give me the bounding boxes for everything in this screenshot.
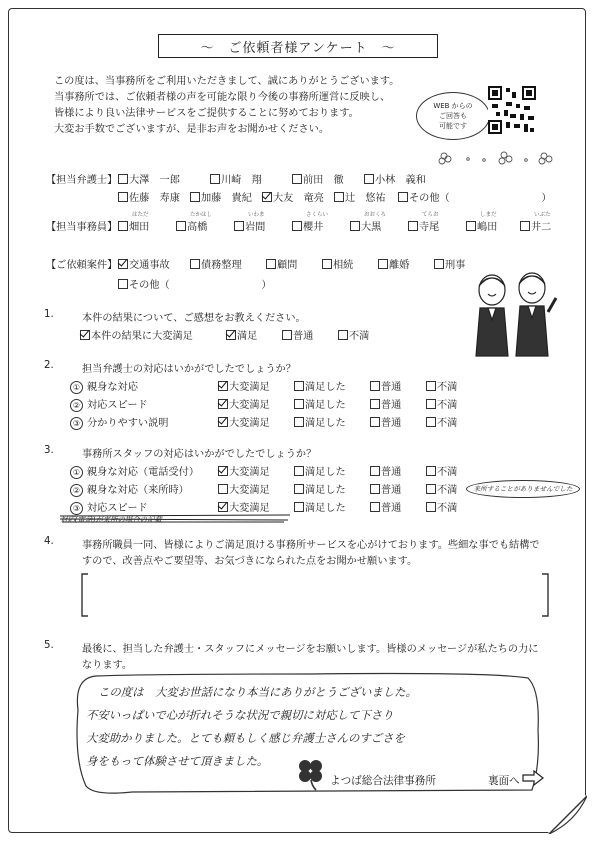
checkbox[interactable]: [426, 417, 436, 427]
checkbox-checked[interactable]: [218, 466, 228, 476]
checkbox[interactable]: [408, 221, 418, 231]
row-number: ②: [70, 484, 83, 497]
q3-option[interactable]: 満足した: [294, 481, 346, 496]
row-number: ③: [70, 417, 83, 430]
checkbox[interactable]: [294, 399, 304, 409]
lawyer-option-other[interactable]: その他（ ）: [398, 189, 552, 204]
q2-row-label: ③ 分かりやすい説明: [70, 414, 169, 430]
intro-line-4: 大変お手数でございますが、是非お声をお聞かせください。: [54, 124, 330, 135]
staff-label: 【担当事務員】: [46, 222, 118, 233]
q4-number: 4.: [44, 536, 54, 547]
q3-option[interactable]: 大変満足: [218, 481, 270, 496]
q2-number: 2.: [44, 360, 54, 371]
checkbox-checked[interactable]: [118, 259, 128, 269]
lawyer-option[interactable]: 小林 義和: [364, 171, 426, 186]
q1-option-normal[interactable]: 普通: [282, 327, 313, 342]
staff-option[interactable]: 大黒: [350, 218, 381, 233]
row-number: ①: [70, 381, 83, 394]
q1-option-satisfied[interactable]: 満足: [226, 327, 257, 342]
q3-option[interactable]: 満足した: [294, 463, 346, 478]
q3-option[interactable]: 大変満足: [218, 499, 270, 514]
checkbox[interactable]: [370, 399, 380, 409]
case-option-traffic[interactable]: 交通事故: [118, 256, 170, 271]
lawyer-option[interactable]: 前田 徹: [292, 171, 344, 186]
checkbox[interactable]: [378, 259, 388, 269]
message-line-3: 大変助かりました。とても頼もしく感じ弁護士さんのすごさを: [86, 731, 405, 745]
checkbox-checked[interactable]: [226, 330, 236, 340]
checkbox[interactable]: [370, 381, 380, 391]
checkbox[interactable]: [266, 259, 276, 269]
q4-answer-box[interactable]: [80, 570, 550, 620]
q3-option[interactable]: 普通: [370, 481, 401, 496]
staff-option[interactable]: 岩間: [234, 218, 265, 233]
q2-option[interactable]: 大変満足: [218, 396, 270, 411]
staff-option[interactable]: 寺尾: [408, 218, 439, 233]
q2-option[interactable]: 満足した: [294, 414, 346, 429]
checkbox[interactable]: [364, 174, 374, 184]
staff-ruby: しまだ: [480, 212, 497, 218]
checkbox[interactable]: [350, 221, 360, 231]
q2-option[interactable]: 普通: [370, 414, 401, 429]
q3-option[interactable]: 大変満足: [218, 463, 270, 478]
case-option-other[interactable]: その他（ ）: [118, 276, 272, 291]
q3-strikethrough-note: 対応(電話)が来所の場合の記載: [60, 515, 162, 524]
checkbox-checked[interactable]: [218, 417, 228, 427]
staff-ruby: おおくろ: [364, 212, 387, 218]
staff-ruby: たかはし: [190, 212, 213, 218]
q3-option[interactable]: 不満: [426, 499, 457, 514]
staff-ruby: てらお: [422, 212, 439, 218]
checkbox[interactable]: [520, 221, 530, 231]
checkbox-checked[interactable]: [80, 330, 90, 340]
staff-ruby: いぶた: [534, 212, 551, 218]
checkbox-checked[interactable]: [218, 502, 228, 512]
case-option[interactable]: 債務整理: [190, 256, 242, 271]
q1-number: 1.: [44, 309, 54, 320]
lawyer-label: 【担当弁護士】: [46, 175, 118, 186]
arrow-right-icon[interactable]: [522, 770, 544, 786]
qr-code-icon[interactable]: [488, 86, 536, 134]
q3-option[interactable]: 満足した: [294, 499, 346, 514]
intro-line-3: 皆様により良い法律サービスをご提供することに努めております。: [54, 108, 359, 119]
q3-row-label: ③ 対応スピード: [70, 499, 148, 515]
case-option[interactable]: 顧問: [266, 256, 297, 271]
q4-text-line-1: 事務所職員一同、皆様によりご満足頂ける事務所サービスを心がけております。些細な事でも結構で: [82, 540, 540, 551]
message-line-1: この度は 大変お世話になり本当にありがとうございました。: [98, 685, 417, 699]
case-option[interactable]: 刑事: [434, 256, 465, 271]
firm-name: よつば総合法律事務所: [330, 775, 436, 787]
checkbox[interactable]: [370, 484, 380, 494]
clover-decoration-icon: [438, 150, 556, 166]
checkbox[interactable]: [190, 259, 200, 269]
checkbox[interactable]: [294, 381, 304, 391]
q2-option[interactable]: 普通: [370, 396, 401, 411]
q3-option[interactable]: 不満: [426, 481, 457, 496]
lawyer-option[interactable]: 大澤 一郎: [118, 171, 180, 186]
staff-option[interactable]: 高橋: [176, 218, 207, 233]
q5-text-line-2: なります。: [82, 660, 133, 671]
staff-option[interactable]: 畑田: [118, 218, 149, 233]
checkbox[interactable]: [292, 174, 302, 184]
checkbox[interactable]: [334, 192, 344, 202]
staff-ruby: さくらい: [306, 212, 329, 218]
checkbox[interactable]: [234, 221, 244, 231]
web-answer-bubble: WEB からの ご回答も 可能です: [416, 92, 490, 140]
q3-handwritten-note: 来所することがありませんでした: [466, 480, 580, 498]
checkbox-checked[interactable]: [262, 192, 272, 202]
q3-number: 3.: [44, 445, 54, 456]
page-title: 〜 ご依頼者様アンケート 〜: [158, 34, 438, 58]
checkbox[interactable]: [426, 466, 436, 476]
lawyer-option[interactable]: 川崎 翔: [210, 171, 262, 186]
q2-question: 担当弁護士の対応はいかがでしたでしょうか？: [82, 364, 296, 375]
checkbox[interactable]: [370, 417, 380, 427]
staff-ruby: はただ: [132, 212, 149, 218]
lawyer-option[interactable]: 佐藤 寿康: [118, 189, 180, 204]
checkbox[interactable]: [294, 466, 304, 476]
page-curl-icon: [547, 794, 587, 834]
q5-number: 5.: [44, 640, 54, 651]
lawyers-illustration-icon: [470, 268, 562, 364]
checkbox[interactable]: [118, 192, 128, 202]
next-page-label[interactable]: 裏面へ: [488, 775, 520, 787]
q2-option[interactable]: 普通: [370, 378, 401, 393]
checkbox[interactable]: [426, 484, 436, 494]
strike-scribble-icon: [58, 512, 292, 526]
checkbox[interactable]: [176, 221, 186, 231]
checkbox[interactable]: [190, 192, 200, 202]
q2-row-label: ① 親身な対応: [70, 378, 138, 394]
staff-option[interactable]: 嶋田: [466, 218, 497, 233]
checkbox[interactable]: [426, 399, 436, 409]
row-number: ②: [70, 399, 83, 412]
checkbox-checked[interactable]: [218, 381, 228, 391]
checkbox[interactable]: [118, 221, 128, 231]
q2-option[interactable]: 大変満足: [218, 414, 270, 429]
checkbox[interactable]: [434, 259, 444, 269]
staff-option[interactable]: 井二: [520, 218, 551, 233]
checkbox[interactable]: [398, 192, 408, 202]
clover-logo-icon: [294, 756, 328, 792]
checkbox[interactable]: [118, 174, 128, 184]
case-label: 【ご依頼案件】: [46, 260, 118, 271]
q4-text-line-2: すので、改善点やご要望等、お気づきになられた点をお聞かせ願います。: [82, 556, 418, 567]
q3-option[interactable]: 普通: [370, 499, 401, 514]
q2-option[interactable]: 大変満足: [218, 378, 270, 393]
q2-option[interactable]: 不満: [426, 396, 457, 411]
checkbox[interactable]: [370, 502, 380, 512]
checkbox[interactable]: [282, 330, 292, 340]
checkbox[interactable]: [294, 484, 304, 494]
checkbox-checked[interactable]: [218, 399, 228, 409]
case-option[interactable]: 離婚: [378, 256, 409, 271]
checkbox[interactable]: [426, 502, 436, 512]
q2-option[interactable]: 満足した: [294, 396, 346, 411]
q2-option[interactable]: 不満: [426, 378, 457, 393]
staff-option[interactable]: 櫻井: [292, 218, 323, 233]
q1-option-unsatisfied[interactable]: 不満: [338, 327, 369, 342]
checkbox[interactable]: [426, 381, 436, 391]
checkbox[interactable]: [322, 259, 332, 269]
q2-row-label: ② 対応スピード: [70, 396, 148, 412]
checkbox[interactable]: [210, 174, 220, 184]
checkbox[interactable]: [218, 484, 228, 494]
q5-text-line-1: 最後に、担当した弁護士・スタッフにメッセージをお願いします。皆様のメッセージが私たちの力に: [82, 644, 539, 655]
message-line-2: 不安いっぱいで心が折れそうな状況で親切に対応して下さり: [86, 708, 394, 722]
checkbox[interactable]: [118, 279, 128, 289]
q3-row-label: ① 親身な対応（電話受付）: [70, 463, 199, 479]
case-option[interactable]: 相続: [322, 256, 353, 271]
row-number: ③: [70, 502, 83, 515]
q3-option[interactable]: 普通: [370, 463, 401, 478]
checkbox[interactable]: [292, 221, 302, 231]
checkbox[interactable]: [338, 330, 348, 340]
lawyer-option[interactable]: 辻 悠祐: [334, 189, 386, 204]
checkbox[interactable]: [466, 221, 476, 231]
row-number: ①: [70, 466, 83, 479]
lawyer-option[interactable]: 加藤 貴紀: [190, 189, 252, 204]
q2-option[interactable]: 満足した: [294, 378, 346, 393]
q3-row-label: ② 親身な対応（来所時）: [70, 481, 189, 497]
checkbox[interactable]: [370, 466, 380, 476]
q2-option[interactable]: 不満: [426, 414, 457, 429]
q1-option-very-satisfied[interactable]: 本件の結果に大変満足: [80, 327, 193, 342]
checkbox[interactable]: [294, 417, 304, 427]
q1-question: 本件の結果について、ご感想をお教えください。: [82, 313, 306, 324]
checkbox[interactable]: [294, 502, 304, 512]
intro-line-1: この度は、当事務所をご利用いただきまして、誠にありがとうございます。: [54, 76, 400, 87]
message-line-4: 身をもって体験させて頂きました。: [86, 754, 269, 768]
q3-option[interactable]: 不満: [426, 463, 457, 478]
staff-ruby: いわま: [248, 212, 265, 218]
lawyer-option-otomo[interactable]: 大友 竜亮: [262, 189, 324, 204]
intro-line-2: 当事務所では、ご依頼者様の声を可能な限り今後の事務所運営に反映し、: [54, 92, 391, 103]
q3-question: 事務所スタッフの対応はいかがでしたでしょうか？: [82, 449, 317, 460]
